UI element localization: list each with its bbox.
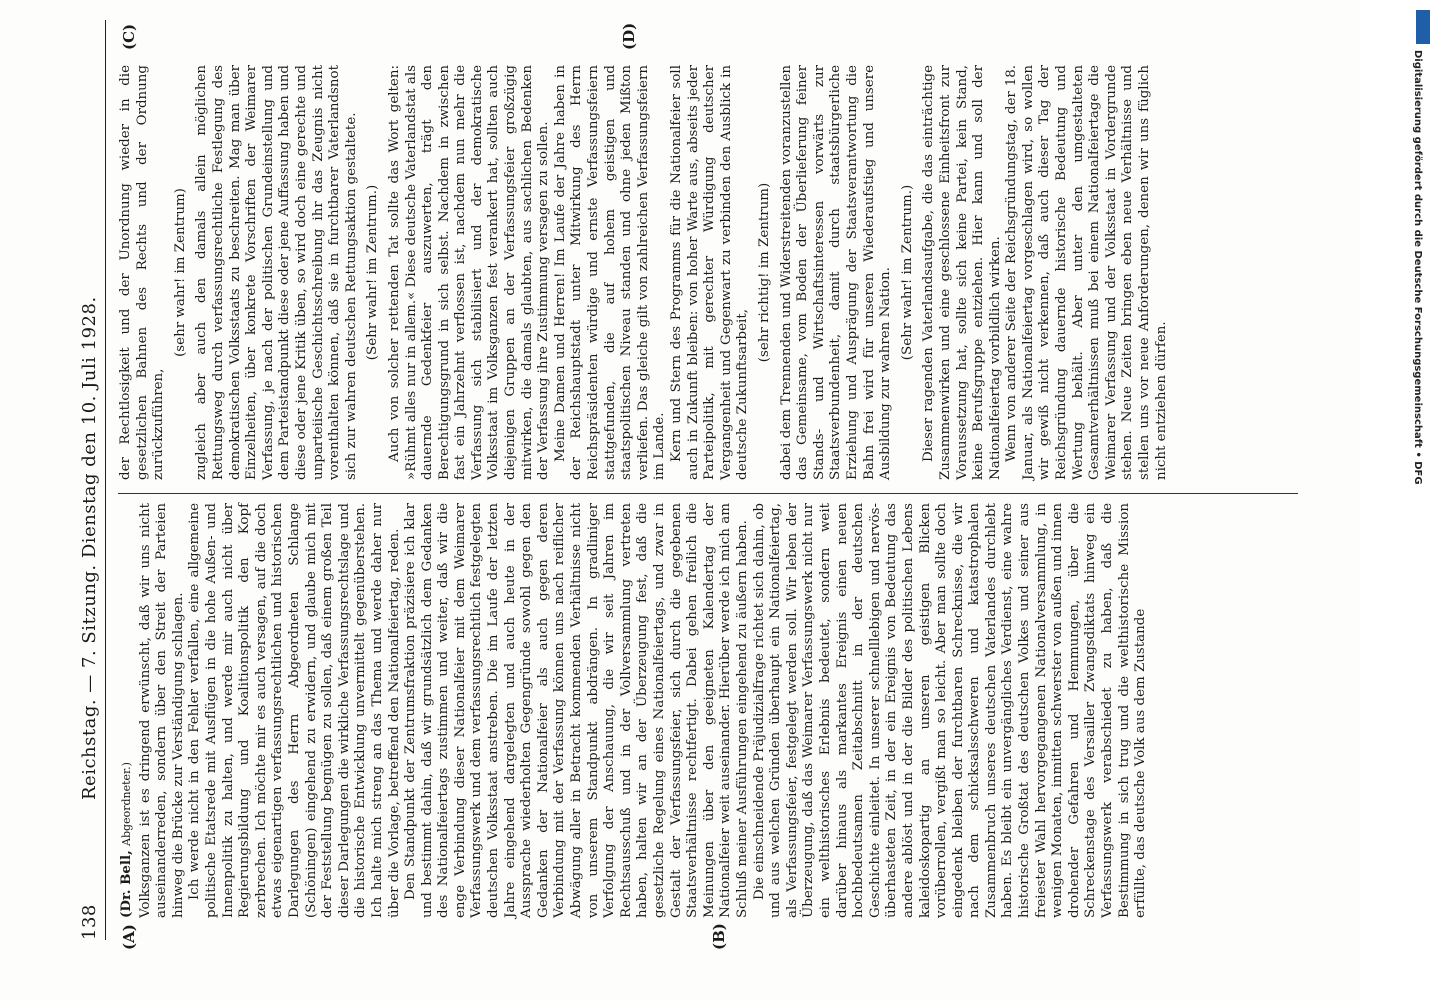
margin-marker-a: (A) xyxy=(120,924,138,950)
interjection: (Sehr wahr! im Zentrum.) xyxy=(365,184,381,361)
right-column xyxy=(118,65,1170,480)
paragraph: Meine Damen und Herren! Im Laufe der Jahre haben in der Reichshauptstadt unter Mitwirkung des Herrn Reichspräsidenten würdige und ernste Verfassungsfeiern stattgefunden, die auf hohem geistigen und staatspolitischen Niveau standen und ohne jeden Mißton verliefen. Das gleiche gilt von zahlreichen Verfassungsfeiern im Lande. xyxy=(552,65,668,480)
paragraph: Ich werde nicht in den Fehler verfallen, eine allgemeine politische Etatsrede mit Ausflügen in die hohe Außen- und Innenpolitik zu halten, und werde mir auch nicht über Regierungsbildung und Koalitionspolitik den Kopf zerbrechen. Ich möchte mir es auch versagen, auf die doch etwas eigenartigen verfassungsrechtlichen und historischen Darlegungen des Herrn Abgeordneten Schlange (Schöningen) eingehend zu erwidern, und glaube mich mit der Feststellung begnügen zu sollen, daß einem großen Teil dieser Darlegungen die wirkliche Verfassungsrechtslage und die historische Entwicklung unvermittelt gegenüberstehen. Ich halte mich streng an das Thema und werde daher nur über die Vorlage, betreffend den Nationalfeiertag, reden. xyxy=(187,503,402,918)
interjection: (Sehr wahr! im Zentrum.) xyxy=(899,184,915,361)
page-header xyxy=(75,20,106,940)
paragraph: der Rechtlosigkeit und der Unordnung wieder in die gesetzlichen Bahnen des Rechts und der Ordnung zurückzuführen, xyxy=(118,65,167,480)
speaker-line xyxy=(118,503,136,918)
paragraph: Volksganzen ist es dringend erwünscht, daß wir uns nicht auseinanderreden, sondern über den Streit der Parteien hinweg die Brücke zur Verständigung schlagen. xyxy=(137,503,186,918)
paragraph: Den Standpunkt der Zentrumsfraktion präzisiere ich klar und bestimmt dahin, daß wir grundsätzlich dem Gedanken des Nationalfeiertags zustimmen und weiter, daß wir die enge Verbindung dieser Nationalfeier mit dem Weimarer Verfassungswerk und dem verfassungsrechtlich festgelegten deutschen Volksstaat anstreben. Die im Laufe der letzten Jahre eingehend dargelegten und auch heute in der Aussprache wiederholten Gegengründe sowohl gegen den Gedanken der Nationalfeier als auch gegen deren Verbindung mit der Verfassung können uns nach reiflicher Abwägung aller in Betracht kommenden Verhältnisse nicht von unserem Standpunkt abdrängen. In gradliniger Verfolgung der Anschauung, die wir seit Jahren im Rechtsausschuß und in der Vollversammlung vertreten haben, halten wir an der Überzeugung fest, daß die gesetzliche Regelung eines Nationalfeiertags, und zwar in Gestalt der Verfassungsfeier, sich durch die gegebenen Staatsverhältnisse rechtfertigt. Dabei gehen freilich die Meinungen über den geeigneten Kalendertag der Nationalfeier weit auseinander. Hierüber werde ich mich am Schluß meiner Ausführungen eingehend zu äußern haben. xyxy=(403,503,750,918)
interjection: (sehr wahr! im Zentrum) xyxy=(172,188,188,357)
margin-marker-b: (B) xyxy=(710,923,728,950)
speaker-name: (Dr. Bell, xyxy=(118,850,134,918)
paragraph: zugleich aber auch den damals allein möglichen Rettungsweg durch verfassungsrechtliche Festlegung des demokratischen Volksstaats zu beschreiten. Mag man über Einzelheiten, über konkrete Vorschriften der Weimarer Verfassung, je nach der politischen Grundeinstellung und dem Parteistandpunkt diese oder jene Auffassung haben und diese oder jene Kritik üben, so wird doch eine gerechte und unparteiische Geschichtsschreibung ihr das Zeugnis nicht vorenthalten können, daß sie in furchtbarer Vaterlandsnot sich zur wahren deutschen Rettungsaktion gestaltete. xyxy=(194,65,359,480)
paragraph: Dieser ragenden Vaterlandsaufgabe, die das einträchtige Zusammenwirken und eine geschlossene Einheitsfront zur Voraussetzung hat, sollte sich keine Partei, kein Stand, keine Berufsgruppe entziehen. Hier kann und soll der Nationalfeiertag vorbildlich wirken. xyxy=(921,65,1003,480)
interjection: (sehr richtig! im Zentrum) xyxy=(756,182,772,363)
paragraph: Auch von solcher rettenden Tat sollte das Wort gelten: »Rühmt alles nur in allem.« Diese deutsche Vaterlandstat als dauernde Gedenkfeier auszuwerten, trägt den Berechtigungsgrund in sich selbst. Nachdem in zwischen fast ein Jahrzehnt verflossen ist, nachdem nun mehr die Verfassung sich stabilisiert und der demokratische Volksstaat im Volksganzen fest verankert hat, sollten auch diejenigen Gruppen an der Verfassungsfeier großzügig mitwirken, die damals glaubten, aus sachlichen Bedenken der Verfassung ihre Zustimmung versagen zu sollen. xyxy=(386,65,552,480)
column-divider xyxy=(118,493,1298,494)
paragraph: Wenn von anderer Seite der Reichsgründungstag, der 18. Januar, als Nationalfeiertag vorgeschlagen wird, so wollen wir gewiß nicht verkennen, daß auch dieser Tag der Reichsgründung dauernde historische Bedeutung und Wertung behält. Aber unter den umgestalteten Gesamtverhältnissen muß bei einem Nationalfeiertage die Weimarer Verfassung und der Volksstaat in Vordergrunde stehen. Neue Zeiten bringen eben neue Verhältnisse und stellen uns vor neue Anforderungen, denen wir uns füglich nicht entziehen dürfen. xyxy=(1004,65,1169,480)
paragraph: Die einschneidende Präjudizialfrage richtet sich dahin, ob und aus welchen Gründen überhaupt ein Nationalfeiertag, als Verfassungsfeier, festgelegt werden soll. Wir leben der Überzeugung, daß das Weimarer Verfassungswerk nicht nur ein welthistorisches Erlebnis bedeutet, sondern weit darüber hinaus als markantes Ereignis einen neuen hochbedeutsamen Zeitabschnitt in der deutschen Geschichte einleitet. In unserer schnelllebigen und nervös-überhasteten Zeit, in der ein Ereignis von Bedeutung das andere ablöst und in der die Bilder des politischen Lebens kaleidoskopartig an unseren geistigen Blicken vorüberrollen, vergißt man so leicht. Aber man sollte doch eingedenk bleiben der furchtbaren Schrecknisse, die wir nach dem schicksalsschweren und katastrophalen Zusammenbruch unseres deutschen Vaterlandes durchlebt haben. Es bleibt ein unvergängliches Verdienst, eine wahre historische Großtat des deutschen Volkes und seiner aus freiester Wahl hervorgegangenen Nationalversammlung, in wenigen Monaten, inmitten schwerster von außen und innen drohender Gefahren und Hemmungen, über die Schreckenstage des Versailler Zwangsdiktats hinweg ein Verfassungswerk verabschiedet zu haben, daß die Bestimmung in sich trug und die welthistorische Mission erfüllte, das deutsche Volk aus dem Zustande xyxy=(751,503,1149,918)
dfg-credit xyxy=(1413,10,1433,990)
credit-text: Digitalisierung gefördert durch die Deutsche Forschungsgemeinschaft • DFG xyxy=(1412,50,1423,485)
page-number: 138 xyxy=(79,904,100,940)
speaker-role: Abgeordneter.) xyxy=(120,762,133,846)
margin-marker-d: (D) xyxy=(620,22,638,50)
dfg-logo-badge xyxy=(1416,10,1430,44)
margin-marker-c: (C) xyxy=(120,23,138,50)
paragraph: dabei dem Trennenden und Widerstreitenden voranzustellen das Gemeinsame, vom Boden der Überlieferung feiner Stands- und Wirtschaftsinteressen vorwärts zur Staatsverbundenheit, damit durch staatsbürgerliche Erziehung und Ausprägung der Staatsverantwortung die Bahn frei wird für unseren Wiederaufstieg und unsere Ausbildung zur wahren Nation. xyxy=(778,65,894,480)
header-title: Reichstag. — 7. Sitzung. Dienstag den 10. Juli 1928. xyxy=(79,296,100,800)
left-column xyxy=(118,503,1150,918)
paragraph: Kern und Stern des Programms für die Nationalfeier soll auch in Zukunft bleiben: von hoher Warte aus, abseits jeder Parteipolitik, mit gerechter Würdigung deutscher Vergangenheit und Gegenwart zu verbinden den Ausblick in deutsche Zukunftsarbeit, xyxy=(669,65,751,480)
